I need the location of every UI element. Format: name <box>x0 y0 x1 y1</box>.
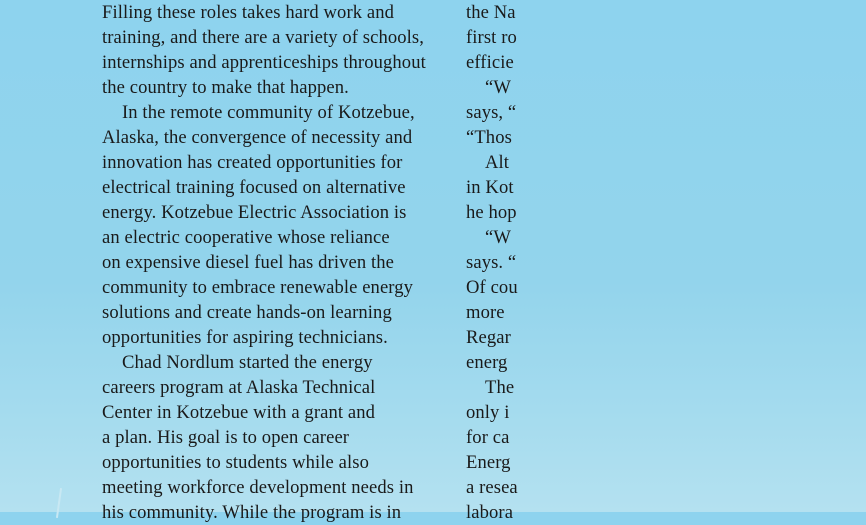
right-text-column-cropped <box>466 0 866 525</box>
paragraph <box>102 0 452 100</box>
text-line: first ro <box>466 27 517 48</box>
text-line: opportunities for aspiring technicians. <box>102 327 388 348</box>
text-line: on expensive diesel fuel has driven the <box>102 252 395 273</box>
text-line: energy. Kotzebue Electric Association is <box>102 202 407 223</box>
text-line: Center in Kotzebue with a grant and <box>102 402 376 423</box>
text-line: more <box>466 302 505 323</box>
main-text-column <box>102 0 452 525</box>
text-line: Energ <box>466 452 511 473</box>
paragraph <box>102 350 452 525</box>
text-line: “W <box>466 227 511 248</box>
text-line: says, “ <box>466 102 517 123</box>
text-line: solutions and create hands-on learning <box>102 302 392 323</box>
paragraph <box>102 100 452 350</box>
text-line: in Kot <box>466 177 514 198</box>
text-line: meeting workforce development needs in <box>102 477 414 498</box>
text-line: says. “ <box>466 252 517 273</box>
text-line: an electric cooperative whose reliance <box>102 227 390 248</box>
text-line: In the remote community of Kotzebue, <box>122 102 415 123</box>
text-line: the country to make that happen. <box>102 77 349 98</box>
text-line: community to embrace renewable energy <box>102 277 414 298</box>
text-line: labora <box>466 502 514 523</box>
text-line: The <box>466 377 515 398</box>
text-line: Alt <box>466 152 510 173</box>
text-line: the Na <box>466 2 516 23</box>
text-line: Of cou <box>466 277 518 298</box>
text-line: Chad Nordlum started the energy <box>122 352 373 373</box>
text-line: energ <box>466 352 508 373</box>
text-line: Alaska, the convergence of necessity and <box>102 127 413 148</box>
text-line: opportunities to students while also <box>102 452 369 473</box>
text-line: for ca <box>466 427 510 448</box>
text-line: “Thos <box>466 127 512 148</box>
text-line: only i <box>466 402 510 423</box>
text-line: efficie <box>466 52 514 73</box>
text-line: he hop <box>466 202 517 223</box>
text-line: a plan. His goal is to open career <box>102 427 350 448</box>
text-line: a resea <box>466 477 518 498</box>
text-line: training, and there are a variety of schools, <box>102 27 425 48</box>
text-line: Regar <box>466 327 511 348</box>
text-line: “W <box>466 77 511 98</box>
text-line: Filling these roles takes hard work and <box>102 2 395 23</box>
text-line: careers program at Alaska Technical <box>102 377 376 398</box>
text-line: his community. While the program is in <box>102 502 402 523</box>
text-line: electrical training focused on alternative <box>102 177 406 198</box>
wind-turbine-mast <box>56 488 62 518</box>
text-line: internships and apprenticeships throughout <box>102 52 426 73</box>
text-line: innovation has created opportunities for <box>102 152 403 173</box>
paragraph <box>466 0 866 525</box>
